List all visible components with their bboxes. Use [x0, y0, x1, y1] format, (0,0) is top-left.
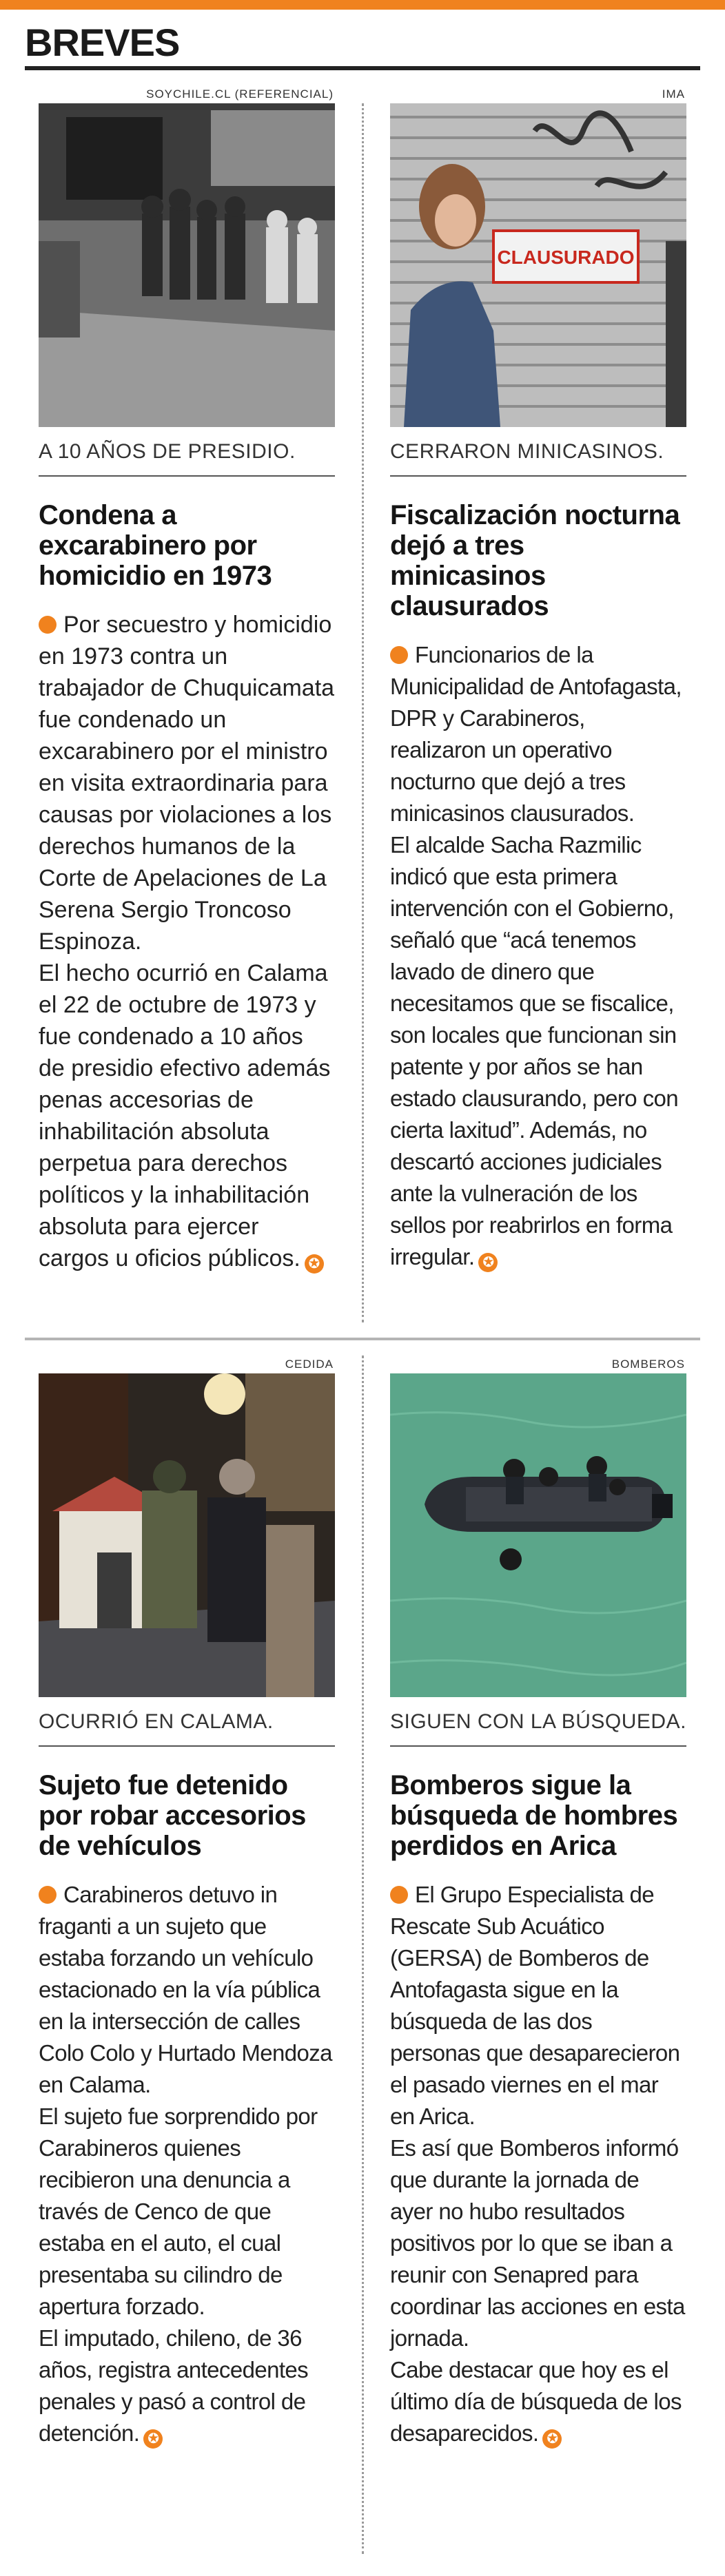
article-excarabinero — [39, 85, 335, 1274]
photo-clausura — [390, 103, 686, 427]
article-body — [39, 609, 335, 1274]
headline: Condena a excarabinero por homicidio en 1973 — [39, 500, 272, 591]
article-bomberos — [390, 1355, 686, 2449]
paragraph: El Grupo Especialista de Rescate Sub Acuático (GERSA) de Bomberos de Antofagasta sigue en la búsqueda de las dos personas que desaparecieron el pasado viernes en el mar en Arica. — [390, 1882, 680, 2129]
photo-caption: OCURRIÓ EN CALAMA. — [39, 1710, 335, 1747]
headline: Bomberos sigue la búsqueda de hombres perdidos en Arica — [390, 1770, 678, 1861]
article-body — [390, 1879, 686, 2449]
top-accent-bar — [0, 0, 725, 10]
article-end-icon: ✪ — [542, 2429, 562, 2449]
article-detenido — [39, 1355, 335, 2449]
headline: Sujeto fue detenido por robar accesorios de vehículos — [39, 1770, 306, 1861]
section-rule — [25, 66, 700, 70]
section-title: BREVES — [25, 21, 180, 64]
photo-credit: IMA — [662, 87, 685, 101]
paragraph: El sujeto fue sorprendido por Carabineros quienes recibieron una denuncia a través de Cenco de que estaba en el auto, el cual presentaba su cilindro de apertura forzado. — [39, 2104, 318, 2319]
photo-rescate-image — [390, 1373, 686, 1697]
paragraph: Por secuestro y homicidio en 1973 contra un trabajador de Chuquicamata fue condenado un excarabinero por el ministro en visita extraordinaria para causas por violaciones a los derechos humanos de la Corte de Apelaciones de La Serena Sergio Troncoso Espinoza. — [39, 612, 335, 955]
photo-detencion — [39, 1373, 335, 1697]
paragraph: Cabe destacar que hoy es el último día de búsqueda de los desaparecidos. ✪ — [390, 2354, 686, 2449]
photo-carabineros-image — [39, 103, 335, 427]
paragraph: El alcalde Sacha Razmilic indicó que esta primera intervención con el Gobierno, señaló que “acá tenemos lavado de dinero que necesitamos que se fiscalice, son locales que funcionan sin patente y por años se han estado clausurando, pero con cierta laxitud”. Además, no descartó acciones judiciales ante la vulneración de los sellos por reabrirlos en forma irregular. ✪ — [390, 829, 686, 1273]
article-end-icon: ✪ — [305, 1254, 324, 1274]
orange-bullet-icon — [390, 1886, 408, 1904]
article-body — [39, 1879, 335, 2449]
headline: Fiscalización nocturna dejó a tres minicasinos clausurados — [390, 500, 680, 621]
paragraph: El imputado, chileno, de 36 años, registra antecedentes penales y pasó a control de detención. ✪ — [39, 2323, 335, 2449]
row-divider — [25, 1338, 700, 1340]
photo-credit: BOMBEROS — [611, 1358, 685, 1371]
photo-carabineros — [39, 103, 335, 427]
photo-caption: SIGUEN CON LA BÚSQUEDA. — [390, 1710, 686, 1747]
photo-clausura-image — [390, 103, 686, 427]
photo-caption: CERRARON MINICASINOS. — [390, 439, 686, 477]
column-divider-top — [362, 103, 364, 1322]
photo-credit: SOYCHILE.CL (REFERENCIAL) — [146, 87, 334, 101]
paragraph: El hecho ocurrió en Calama el 22 de octubre de 1973 y fue condenado a 10 años de presidio efectivo además penas accesorias de inhabilitación absoluta perpetua para derechos políticos y la inhabilitación absoluta para ejercer cargos u oficios públicos. ✪ — [39, 957, 335, 1274]
photo-detencion-image — [39, 1373, 335, 1697]
column-divider-bottom — [362, 1355, 364, 2554]
article-body — [390, 639, 686, 1273]
orange-bullet-icon — [39, 1886, 57, 1904]
article-end-icon: ✪ — [478, 1253, 498, 1272]
paragraph: Es así que Bomberos informó que durante la jornada de ayer no hubo resultados positivos por lo que se iban a reunir con Senapred para coordinar las acciones en esta jornada. — [390, 2135, 685, 2351]
photo-credit: CEDIDA — [285, 1358, 334, 1371]
photo-caption: A 10 AÑOS DE PRESIDIO. — [39, 439, 335, 477]
article-minicasinos — [390, 85, 686, 1273]
paragraph: Funcionarios de la Municipalidad de Antofagasta, DPR y Carabineros, realizaron un operativo nocturno que dejó a tres minicasinos clausurados. — [390, 642, 682, 826]
orange-bullet-icon — [39, 616, 57, 634]
orange-bullet-icon — [390, 646, 408, 664]
article-end-icon: ✪ — [143, 2429, 163, 2449]
clausurado-sign-text: CLAUSURADO — [497, 247, 635, 268]
paragraph: Carabineros detuvo in fraganti a un sujeto que estaba forzando un vehículo estacionado en la vía pública en la intersección de calles Colo Colo y Hurtado Mendoza en Calama. — [39, 1882, 332, 2097]
photo-rescate — [390, 1373, 686, 1697]
